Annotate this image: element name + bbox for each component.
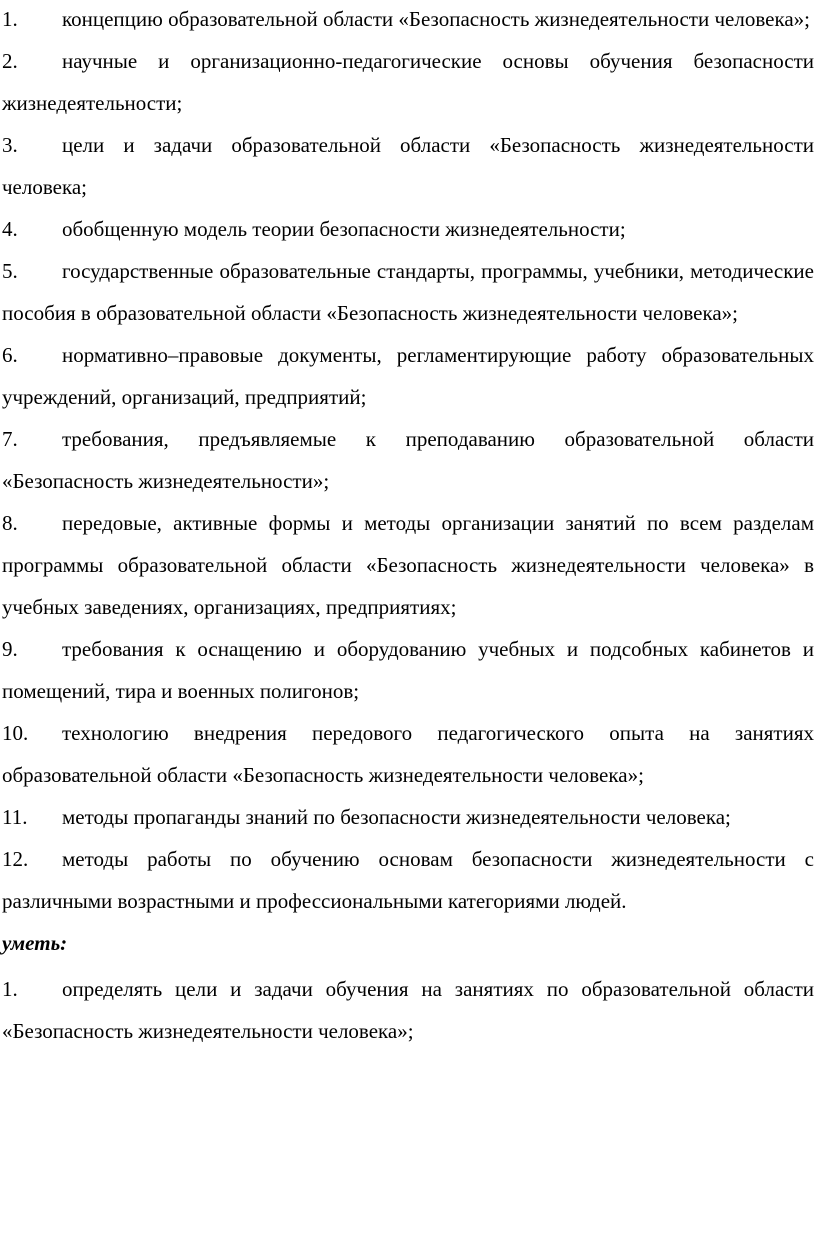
item-text: методы пропаганды знаний по безопасности жизнедеятельности человека; — [62, 805, 731, 829]
list-item — [2, 40, 814, 124]
item-number: 4. — [2, 217, 18, 241]
list-item — [2, 208, 814, 250]
document-page — [2, 0, 814, 1052]
list-item — [2, 502, 814, 628]
section-heading: уметь: — [2, 931, 68, 955]
item-number: 5. — [2, 259, 18, 283]
list-item — [2, 796, 814, 838]
list-item — [2, 838, 814, 922]
item-number: 11. — [2, 805, 28, 829]
list-item — [2, 628, 814, 712]
list-item — [2, 124, 814, 208]
item-number: 1. — [2, 977, 18, 1001]
item-text: цели и задачи образовательной области «Безопасность жизнедеятельности человека; — [2, 133, 814, 199]
list-item — [2, 712, 814, 796]
item-text: обобщенную модель теории безопасности жизнедеятельности; — [62, 217, 626, 241]
item-text: научные и организационно-педагогические основы обучения безопасности жизнедеятельности; — [2, 49, 814, 115]
list-item — [2, 334, 814, 418]
list-item — [2, 0, 814, 40]
item-text: требования к оснащению и оборудованию учебных и подсобных кабинетов и помещений, тира и военных полигонов; — [2, 637, 814, 703]
item-number: 2. — [2, 49, 18, 73]
item-text: требования, предъявляемые к преподаванию образовательной области «Безопасность жизнедеятельности»; — [2, 427, 814, 493]
item-number: 6. — [2, 343, 18, 367]
list-item — [2, 968, 814, 1052]
item-number: 8. — [2, 511, 18, 535]
item-number: 9. — [2, 637, 18, 661]
item-number: 10. — [2, 721, 29, 745]
item-text: технологию внедрения передового педагогического опыта на занятиях образовательной области «Безопасность жизнедеятельности человека»; — [2, 721, 814, 787]
item-number: 12. — [2, 847, 29, 871]
item-text: государственные образовательные стандарты, программы, учебники, методические пособия в образовательной области «Безопасность жизнедеятельности человека»; — [2, 259, 814, 325]
item-text: определять цели и задачи обучения на занятиях по образовательной области «Безопасность жизнедеятельности человека»; — [2, 977, 814, 1043]
item-number: 7. — [2, 427, 18, 451]
item-text: концепцию образовательной области «Безопасность жизнедеятельности человека»; — [62, 7, 810, 31]
list-item — [2, 250, 814, 334]
item-number: 3. — [2, 133, 18, 157]
item-text: методы работы по обучению основам безопасности жизнедеятельности с различными возрастными и профессиональными категориями людей. — [2, 847, 814, 913]
item-text: нормативно–правовые документы, регламентирующие работу образовательных учреждений, организаций, предприятий; — [2, 343, 814, 409]
item-text: передовые, активные формы и методы организации занятий по всем разделам программы образовательной области «Безопасность жизнедеятельности человека» в учебных заведениях, организациях, предприятиях; — [2, 511, 814, 619]
item-number: 1. — [2, 7, 18, 31]
list-item — [2, 418, 814, 502]
